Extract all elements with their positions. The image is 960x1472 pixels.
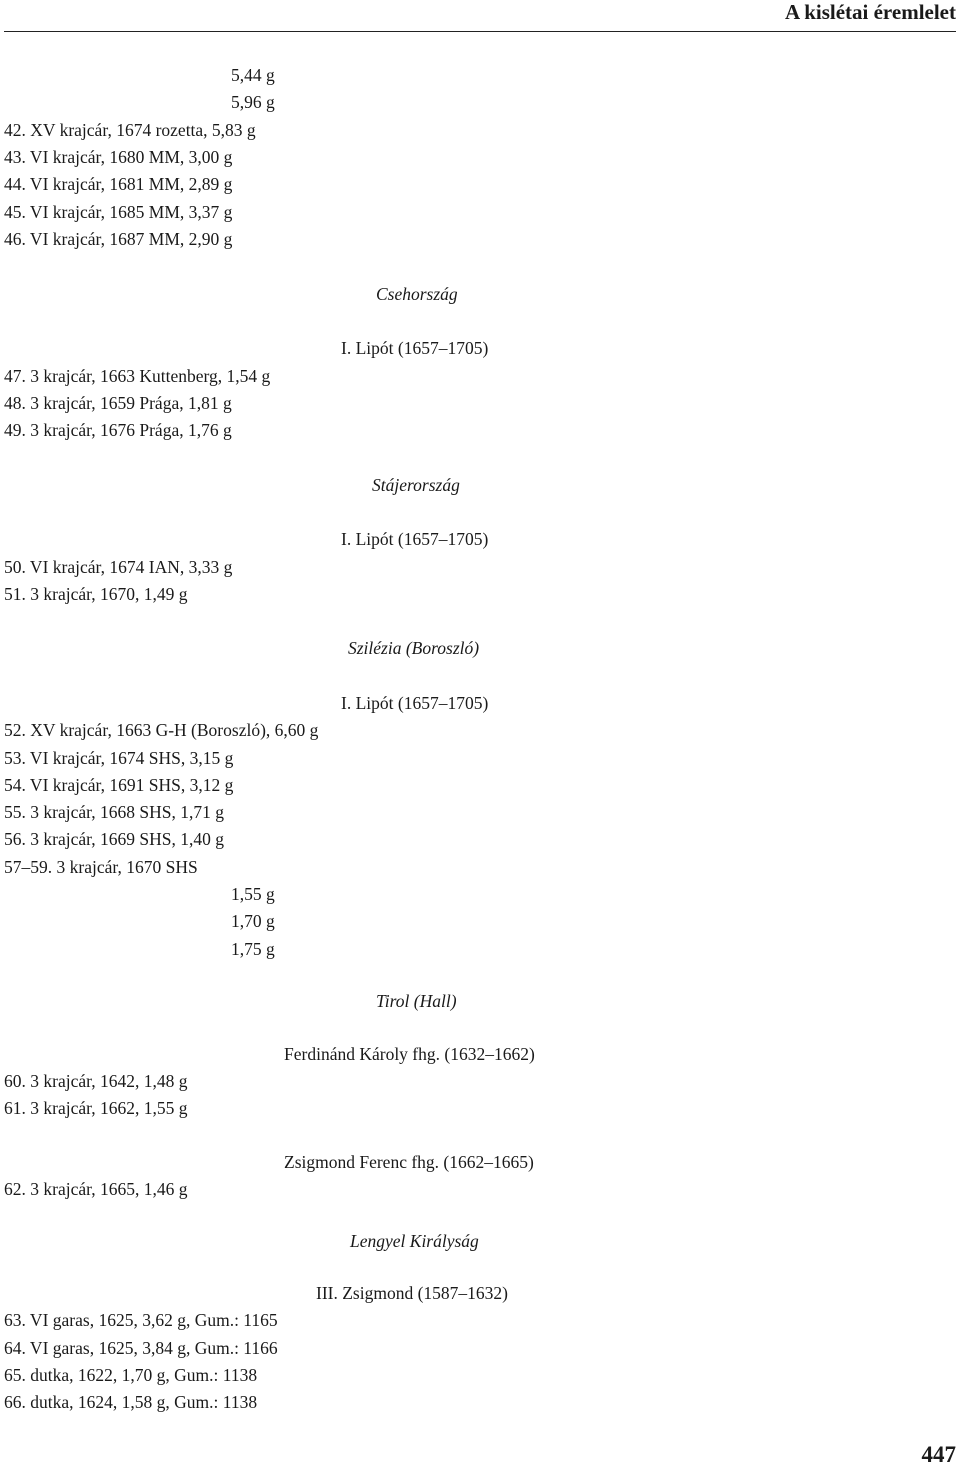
- coin-entry: 53. VI krajcár, 1674 SHS, 3,15 g: [4, 748, 234, 768]
- coin-entry: 50. VI krajcár, 1674 IAN, 3,33 g: [4, 557, 233, 577]
- ruler-heading: Ferdinánd Károly fhg. (1632–1662): [284, 1044, 535, 1064]
- ruler-heading: Zsigmond Ferenc fhg. (1662–1665): [284, 1152, 534, 1172]
- coin-entry: 46. VI krajcár, 1687 MM, 2,90 g: [4, 229, 233, 249]
- coin-entry: 54. VI krajcár, 1691 SHS, 3,12 g: [4, 775, 234, 795]
- ruler-heading: I. Lipót (1657–1705): [341, 338, 489, 358]
- coin-entry: 49. 3 krajcár, 1676 Prága, 1,76 g: [4, 420, 232, 440]
- coin-entry: 66. dutka, 1624, 1,58 g, Gum.: 1138: [4, 1392, 258, 1412]
- weight-line: 1,70 g: [231, 911, 275, 931]
- weight-line: 1,75 g: [231, 939, 275, 959]
- ruler-heading: I. Lipót (1657–1705): [341, 529, 489, 549]
- country-heading: Szilézia (Boroszló): [348, 638, 480, 658]
- coin-entry: 42. XV krajcár, 1674 rozetta, 5,83 g: [4, 120, 256, 140]
- coin-entry: 52. XV krajcár, 1663 G-H (Boroszló), 6,60 g: [4, 720, 319, 740]
- coin-entry: 44. VI krajcár, 1681 MM, 2,89 g: [4, 174, 233, 194]
- coin-entry: 63. VI garas, 1625, 3,62 g, Gum.: 1165: [4, 1310, 278, 1330]
- coin-entry: 57–59. 3 krajcár, 1670 SHS: [4, 857, 198, 877]
- coin-entry: 64. VI garas, 1625, 3,84 g, Gum.: 1166: [4, 1338, 278, 1358]
- coin-entry: 51. 3 krajcár, 1670, 1,49 g: [4, 584, 188, 604]
- ruler-heading: I. Lipót (1657–1705): [341, 693, 489, 713]
- country-heading: Stájerország: [372, 475, 460, 495]
- coin-entry: 55. 3 krajcár, 1668 SHS, 1,71 g: [4, 802, 224, 822]
- country-heading: Lengyel Királyság: [350, 1231, 479, 1251]
- weight-line: 5,96 g: [231, 92, 275, 112]
- weight-line: 5,44 g: [231, 65, 275, 85]
- header-divider: [4, 31, 956, 32]
- coin-entry: 45. VI krajcár, 1685 MM, 3,37 g: [4, 202, 233, 222]
- coin-entry: 62. 3 krajcár, 1665, 1,46 g: [4, 1179, 188, 1199]
- weight-line: 1,55 g: [231, 884, 275, 904]
- page-number: 447: [921, 1442, 956, 1467]
- coin-entry: 65. dutka, 1622, 1,70 g, Gum.: 1138: [4, 1365, 258, 1385]
- coin-entry: 60. 3 krajcár, 1642, 1,48 g: [4, 1071, 188, 1091]
- country-heading: Csehország: [376, 284, 458, 304]
- coin-entry: 47. 3 krajcár, 1663 Kuttenberg, 1,54 g: [4, 366, 271, 386]
- country-heading: Tirol (Hall): [376, 991, 457, 1011]
- ruler-heading: III. Zsigmond (1587–1632): [316, 1283, 508, 1303]
- coin-entry: 61. 3 krajcár, 1662, 1,55 g: [4, 1098, 188, 1118]
- coin-entry: 43. VI krajcár, 1680 MM, 3,00 g: [4, 147, 233, 167]
- coin-entry: 48. 3 krajcár, 1659 Prága, 1,81 g: [4, 393, 232, 413]
- running-title: A kislétai éremlelet: [784, 0, 956, 24]
- coin-entry: 56. 3 krajcár, 1669 SHS, 1,40 g: [4, 829, 224, 849]
